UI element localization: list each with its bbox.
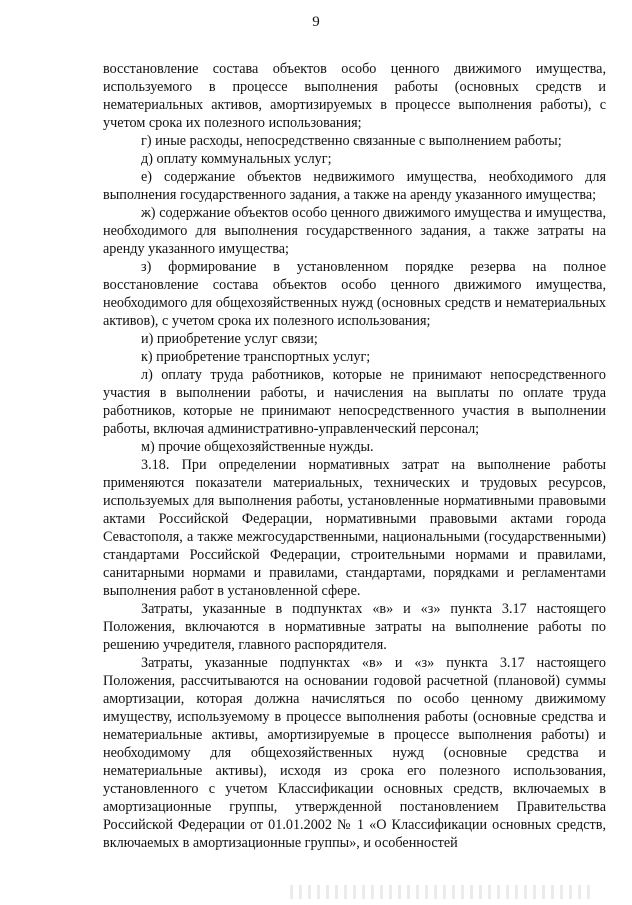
list-item-i: и) приобретение услуг связи; — [141, 331, 318, 347]
list-item-k: к) приобретение транспортных услуг; — [141, 349, 371, 365]
section-3-18: 3.18. При определении нормативных затрат на выполнение работы применяются показатели материальных, технических и трудовых ресурсов, используемых для выполнения работы, установленные нормативными правовыми актами Российской Федерации, нормативными правовыми актами города Севастополя, а также межгосударственными, национальными (государственными) стандартами Российской Федерации, строительными нормами и правилами, санитарными нормами и правилами, стандартами, порядками и регламентами выполнения работ в установленной сфере. — [103, 457, 606, 599]
list-item-e: е) содержание объектов недвижимого имущества, необходимого для выполнения государственного задания, а также на аренду указанного имущества; — [103, 169, 606, 203]
list-item-z: з) формирование в установленном порядке резерва на полное восстановление состава объектов особо ценного движимого имущества, необходимого для общехозяйственных нужд (основных средств и нематериальных активов), с учетом срока их полезного использования; — [103, 259, 606, 329]
list-item-l: л) оплату труда работников, которые не принимают непосредственного участия в выполнении работы, и начисления на выплаты по оплате труда работников, которые не принимают непосредственного участия в выполнении работы, включая административно-управленческий персонал; — [103, 367, 606, 437]
paragraph-costs-calculated: Затраты, указанные подпунктах «в» и «з» пункта 3.17 настоящего Положения, рассчитываются на основании годовой расчетной (плановой) суммы амортизации, которая должна начисляться по особо ценному движимому имуществу, используемому в процессе выполнения работы (основные средства и нематериальные активы, амортизируемые в процессе выполнения работы) и необходимому для общехозяйственных нужд (основные средства и нематериальные активы), исходя из срока его полезного использования, установленного с учетом Классификации основных средств, включаемых в амортизационные группы, утвержденной постановлением Правительства Российской Федерации от 01.01.2002 № 1 «О Классификации основных средств, включаемых в амортизационные группы», и особенностей — [103, 655, 606, 851]
scan-artifact — [290, 885, 590, 899]
list-item-g: г) иные расходы, непосредственно связанные с выполнением работы; — [141, 133, 562, 149]
document-body — [103, 60, 606, 852]
paragraph-costs-included: Затраты, указанные в подпунктах «в» и «з» пункта 3.17 настоящего Положения, включаются в нормативные затраты на выполнение работы по решению учредителя, главного распорядителя. — [103, 601, 606, 653]
list-item-m: м) прочие общехозяйственные нужды. — [141, 439, 374, 455]
paragraph-continuation: восстановление состава объектов особо ценного движимого имущества, используемого в процессе выполнения работы (основных средств и нематериальных активов, амортизируемых в процессе выполнения работы), с учетом срока их полезного использования; — [103, 61, 606, 131]
list-item-zh: ж) содержание объектов особо ценного движимого имущества и имущества, необходимого для выполнения государственного задания, а также затраты на аренду указанного имущества; — [103, 205, 606, 257]
list-item-d: д) оплату коммунальных услуг; — [141, 151, 332, 167]
page-number: 9 — [312, 14, 320, 30]
